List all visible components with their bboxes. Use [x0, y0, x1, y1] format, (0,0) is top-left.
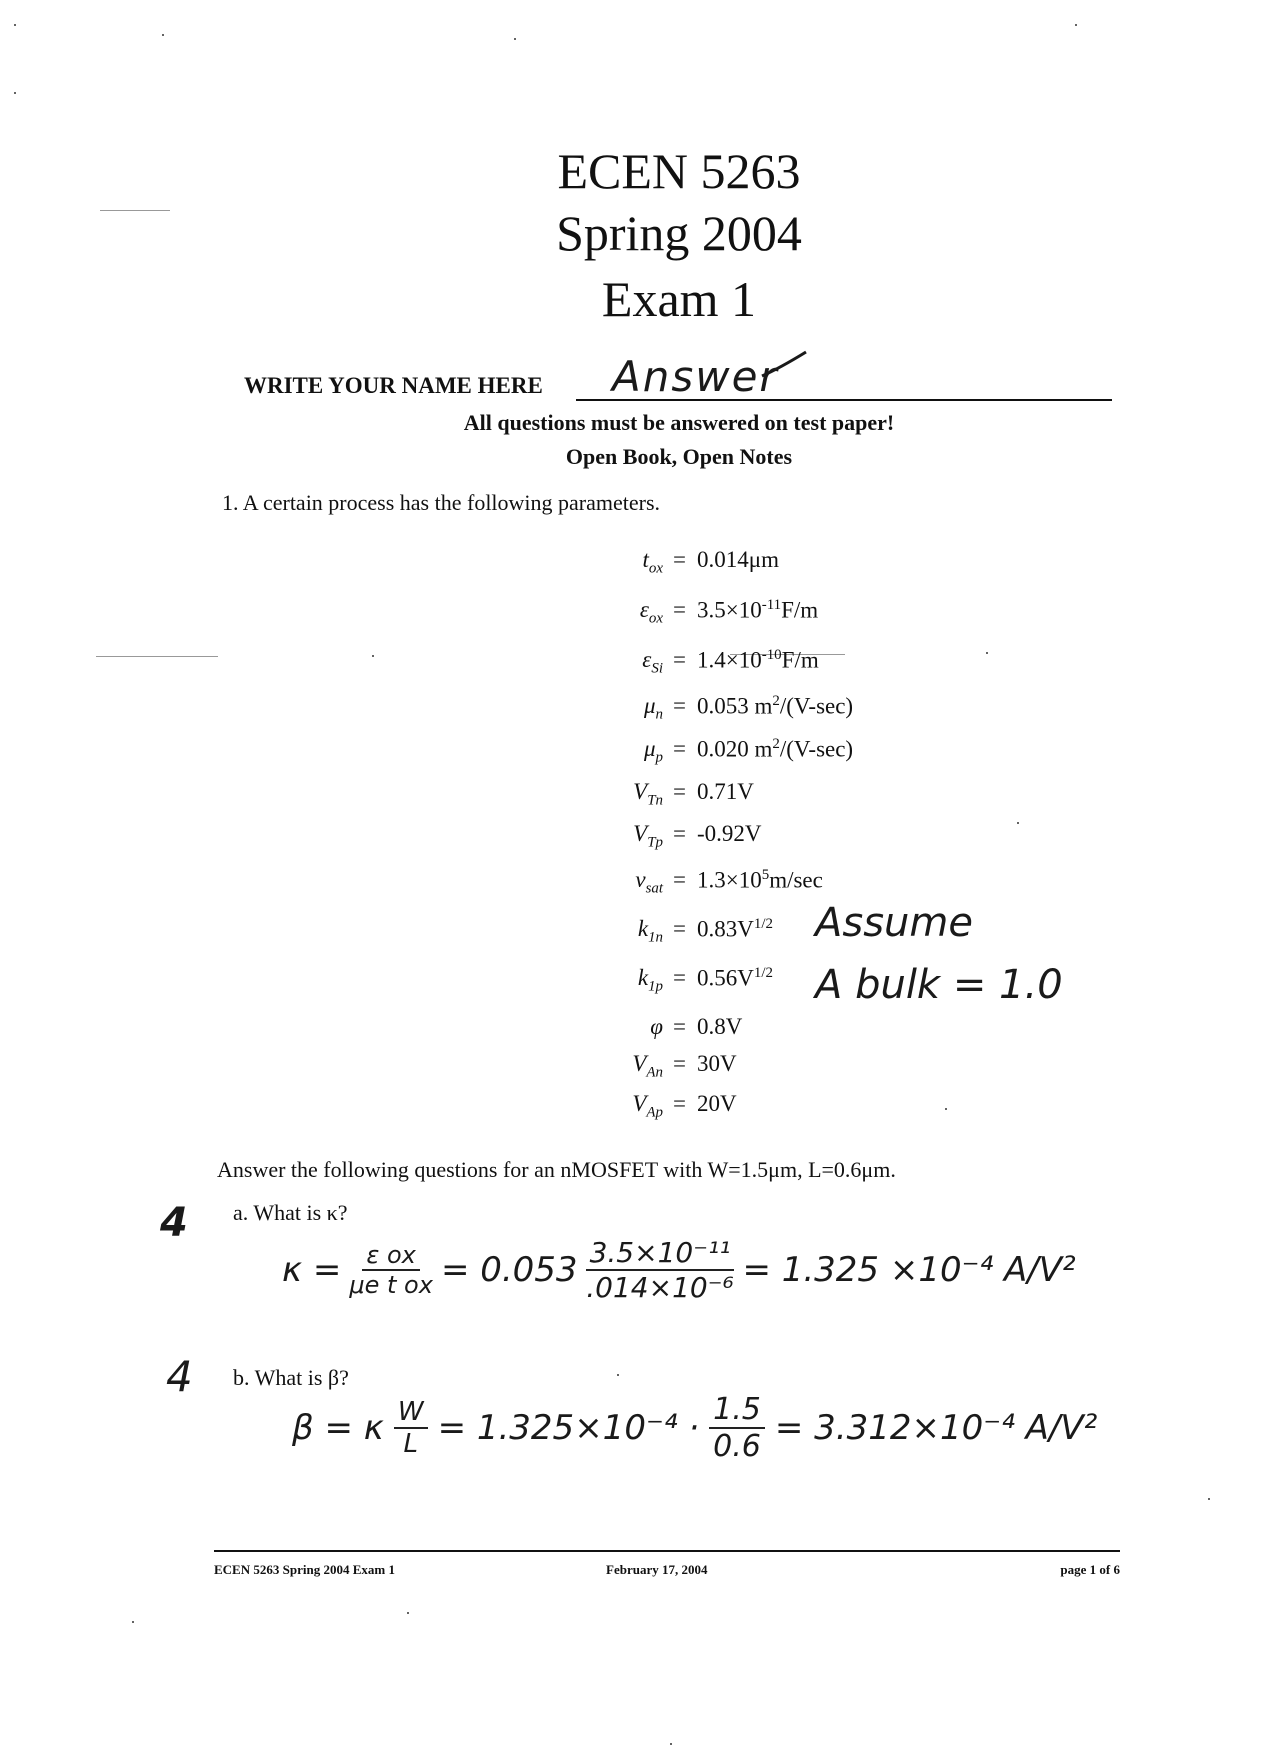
parameter-symbol-letter: V [632, 1051, 647, 1076]
parameter-symbol-letter: t [642, 547, 649, 572]
parameter-symbol [638, 917, 663, 946]
handwritten-assume: Assume [815, 900, 973, 946]
part-a-lhs: κ = [282, 1250, 342, 1290]
instruction-answer-on-paper: All questions must be answered on test paper! [463, 410, 895, 435]
parameter-value [697, 917, 773, 941]
equals-sign: = [673, 647, 686, 672]
parameter-symbol-letter: V [632, 1091, 647, 1116]
question-1-intro: 1. A certain process has the following parameters. [222, 490, 661, 515]
scan-speck [617, 1374, 619, 1376]
parameter-symbol [633, 780, 663, 809]
parameter-subscript: n [655, 706, 663, 723]
parameter-value [697, 737, 853, 761]
scan-speck [670, 1743, 672, 1745]
parameter-exponent: 2 [772, 736, 780, 752]
parameter-value-text: 0.8V [697, 1014, 743, 1039]
parameter-value-text: 0.014μm [697, 547, 779, 572]
term-title: Spring 2004 [556, 205, 802, 261]
parameter-symbol-letter: k [637, 965, 649, 990]
parameter-symbol [644, 737, 663, 766]
scan-speck [986, 652, 988, 654]
parameter-exponent: 1/2 [753, 916, 773, 932]
parameter-symbol [635, 868, 663, 897]
equals-sign: = [673, 821, 686, 846]
part-a-coef: = 0.053 [440, 1250, 578, 1290]
parameter-value [697, 1052, 737, 1075]
parameter-exponent: -10 [761, 647, 782, 663]
parameter-value-text: 0.83V [697, 916, 754, 942]
parameter-symbol [632, 1092, 663, 1121]
scan-dash [96, 656, 218, 657]
part-b-lhs: β = κ [292, 1408, 384, 1448]
parameter-symbol [650, 1015, 663, 1038]
parameter-value-text: 20V [697, 1091, 737, 1116]
parameter-symbol-letter: V [633, 779, 648, 804]
frac-numerator: 1.5 [709, 1392, 765, 1429]
equals-sign: = [673, 547, 686, 572]
equals-sign: = [673, 1091, 686, 1116]
parameter-symbol-letter: μ [643, 693, 656, 718]
parameter-unit: F/m [781, 647, 819, 673]
parameter-value-text: -0.92V [697, 821, 762, 846]
handwritten-name: Answer [612, 352, 779, 401]
course-title: ECEN 5263 [557, 143, 801, 199]
parameter-symbol [632, 1052, 663, 1081]
footer-left: ECEN 5263 Spring 2004 Exam 1 [214, 1562, 395, 1577]
parameter-symbol [644, 694, 663, 723]
parameter-symbol-letter: k [637, 916, 649, 941]
equals-sign: = [673, 736, 686, 761]
parameter-value-text: 0.56V [697, 965, 754, 991]
equals-sign: = [673, 1051, 686, 1076]
parameter-subscript: Tp [647, 834, 663, 851]
parameter-symbol [640, 598, 663, 627]
parameter-unit: /(V-sec) [779, 736, 854, 762]
equals-sign: = [673, 867, 686, 892]
equals-sign: = [673, 1014, 686, 1039]
scan-speck [14, 24, 16, 26]
equals-sign: = [673, 965, 686, 990]
parameter-value-text: 0.020 m [697, 736, 773, 762]
part-b-work [292, 1392, 1097, 1464]
score-part-a: 4 [160, 1200, 188, 1246]
parameter-unit: F/m [781, 597, 819, 623]
parameter-symbol [642, 648, 663, 677]
parameter-subscript: 1n [648, 929, 663, 946]
parameter-value-text: 3.5×10 [697, 597, 762, 623]
parameter-value [697, 868, 823, 892]
part-a-frac-values [586, 1236, 735, 1304]
parameter-symbol-letter: μ [643, 736, 656, 761]
parameter-subscript: Ap [646, 1104, 663, 1121]
part-b-frac-wl [394, 1397, 428, 1459]
part-b-mid: = 1.325×10⁻⁴ · [437, 1408, 700, 1448]
parameter-value [697, 694, 853, 718]
exam-title: Exam 1 [601, 271, 757, 327]
equals-sign: = [673, 779, 686, 804]
frac-numerator: ε ox [362, 1241, 420, 1271]
name-label: WRITE YOUR NAME HERE [244, 373, 543, 398]
scan-speck [372, 655, 374, 657]
parameter-exponent: 2 [772, 693, 780, 709]
parameter-value [697, 598, 818, 622]
part-a-result: = 1.325 ×10⁻⁴ A/V² [742, 1250, 1076, 1290]
scan-speck [162, 34, 164, 36]
equals-sign: = [673, 693, 686, 718]
part-b-frac-ratio [709, 1392, 765, 1464]
footer-date: February 17, 2004 [606, 1562, 708, 1577]
name-flourish [760, 350, 810, 380]
footer-rule [214, 1550, 1120, 1552]
parameter-value-text: 30V [697, 1051, 737, 1076]
parameter-symbol-letter: v [635, 867, 646, 892]
parameter-subscript: An [646, 1064, 663, 1081]
question-1-task: Answer the following questions for an nMOSFET with W=1.5μm, L=0.6μm. [217, 1157, 896, 1182]
scan-speck [14, 92, 16, 94]
parameter-exponent: 5 [761, 867, 770, 883]
parameter-value [697, 780, 754, 803]
part-b-result: = 3.312×10⁻⁴ A/V² [774, 1408, 1098, 1448]
parameter-symbol-letter: φ [650, 1014, 663, 1039]
parameter-symbol [638, 966, 663, 995]
parameter-symbol [633, 822, 663, 851]
equals-sign: = [673, 916, 686, 941]
parameter-subscript: 1p [648, 978, 663, 995]
parameter-subscript: p [655, 749, 663, 766]
parameter-value [697, 1015, 742, 1038]
parameter-symbol-letter: V [633, 821, 648, 846]
parameter-value-text: 0.71V [697, 779, 754, 804]
parameter-value-text: 1.3×10 [697, 867, 762, 893]
parameter-unit: m/sec [769, 867, 823, 893]
frac-denominator: μe t ox [349, 1271, 433, 1299]
parameter-value [697, 966, 773, 990]
scan-speck [1208, 1498, 1210, 1500]
frac-numerator: W [394, 1397, 428, 1429]
part-a-question: a. What is κ? [233, 1200, 348, 1225]
parameter-symbol-letter: ε [639, 597, 649, 622]
frac-denominator: .014×10⁻⁶ [586, 1271, 734, 1304]
parameter-exponent: -11 [761, 597, 782, 613]
parameter-value [697, 822, 762, 845]
part-b-question: b. What is β? [233, 1365, 349, 1390]
score-part-b: 4 [166, 1352, 193, 1401]
part-a-frac-eox [349, 1241, 433, 1299]
parameter-value-text: 1.4×10 [697, 647, 762, 673]
scan-speck [514, 38, 516, 40]
parameter-value [697, 548, 779, 571]
parameter-value [697, 1092, 737, 1115]
parameter-value-text: 0.053 m [697, 693, 773, 719]
scan-speck [1017, 822, 1019, 824]
parameter-unit: /(V-sec) [779, 693, 854, 719]
equals-sign: = [673, 597, 686, 622]
frac-denominator: L [403, 1429, 418, 1459]
scan-speck [132, 1621, 134, 1623]
parameter-subscript: ox [648, 610, 663, 627]
scan-speck [407, 1612, 409, 1614]
handwritten-abulk: A bulk = 1.0 [815, 962, 1063, 1008]
scan-speck [945, 1108, 947, 1110]
frac-numerator: 3.5×10⁻¹¹ [586, 1236, 735, 1271]
parameter-subscript: Si [651, 660, 663, 677]
part-a-work [282, 1236, 1076, 1304]
footer-page: page 1 of 6 [1060, 1562, 1120, 1577]
scan-speck [1075, 24, 1077, 26]
parameter-subscript: sat [645, 880, 663, 897]
frac-denominator: 0.6 [713, 1429, 761, 1464]
parameter-exponent: 1/2 [753, 965, 773, 981]
instruction-open-book: Open Book, Open Notes [565, 444, 793, 469]
parameter-symbol-letter: ε [642, 647, 652, 672]
parameter-subscript: Tn [647, 792, 663, 809]
parameter-subscript: ox [648, 560, 663, 577]
parameter-symbol [643, 548, 664, 577]
parameter-value [697, 648, 819, 672]
